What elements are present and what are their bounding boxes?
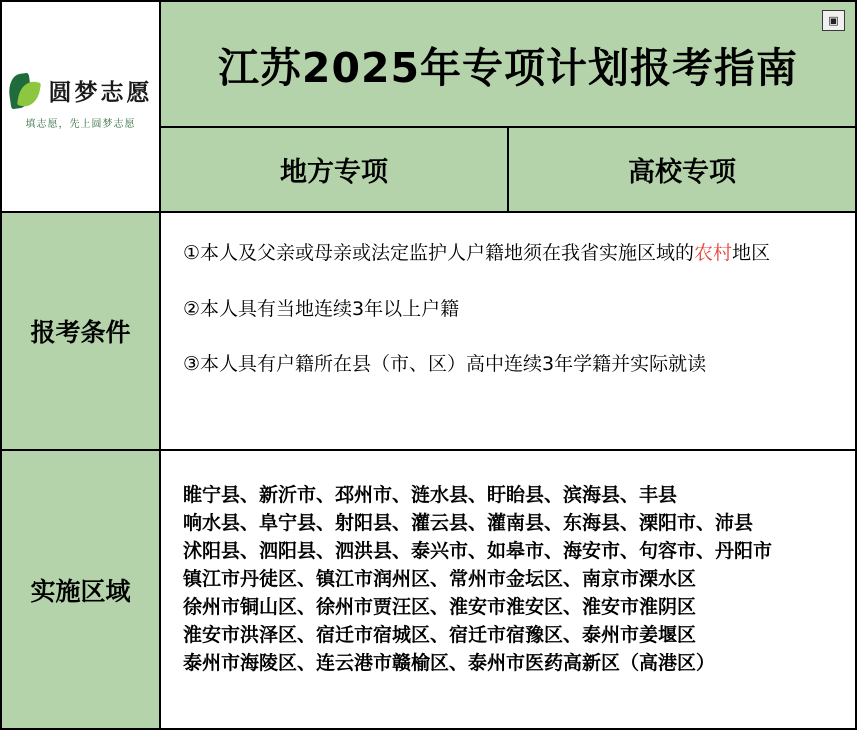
area-line: 镇江市丹徒区、镇江市润州区、常州市金坛区、南京市溧水区 — [183, 568, 697, 590]
area-line: 睢宁县、新沂市、邳州市、涟水县、盱眙县、滨海县、丰县 — [183, 484, 678, 506]
row-label-conditions: 报考条件 — [2, 213, 161, 449]
condition-text-prefix: ①本人及父亲或母亲或法定监护人户籍地须在我省实施区域的 — [183, 242, 695, 264]
column-header-row — [161, 128, 855, 211]
picture-icon-glyph: ▣ — [828, 14, 839, 27]
condition-item — [183, 350, 833, 379]
column-header-university-special: 高校专项 — [628, 157, 736, 188]
condition-item — [183, 239, 833, 268]
page-title: 江苏2025年专项计划报考指南 — [161, 2, 855, 128]
area-line: 泰州市海陵区、连云港市赣榆区、泰州市医药高新区（高港区） — [183, 652, 716, 674]
row-content-areas — [161, 451, 855, 728]
row-label-areas: 实施区域 — [2, 451, 161, 728]
area-line: 徐州市铜山区、徐州市贾汪区、淮安市淮安区、淮安市淮阴区 — [183, 596, 697, 618]
brand-name: 圆梦志愿 — [48, 80, 153, 106]
condition-text-highlight: 农村 — [694, 242, 733, 264]
table-row-conditions — [2, 213, 855, 451]
brand-logo-cell — [2, 2, 161, 211]
leaf-icon — [9, 72, 43, 110]
area-line: 淮安市洪泽区、宿迁市宿城区、宿迁市宿豫区、泰州市姜堰区 — [183, 624, 697, 646]
brand-logo-row — [9, 72, 153, 110]
condition-item — [183, 295, 833, 324]
table-row-areas — [2, 451, 855, 728]
brand-tagline: 填志愿，先上圆梦志愿 — [25, 118, 136, 130]
title-cell — [161, 2, 855, 211]
area-line: 响水县、阜宁县、射阳县、灌云县、灌南县、东海县、溧阳市、沛县 — [183, 512, 754, 534]
brand-logo — [9, 72, 153, 130]
column-header-local-special: 地方专项 — [161, 128, 509, 211]
header-band — [2, 2, 855, 213]
row-content-conditions — [161, 213, 855, 449]
condition-text-prefix: ③本人具有户籍所在县（市、区）高中连续3年学籍并实际就读 — [183, 353, 707, 375]
picture-icon[interactable] — [822, 10, 845, 31]
condition-text-prefix: ②本人具有当地连续3年以上户籍 — [183, 297, 460, 320]
condition-text-suffix: 地区 — [732, 242, 771, 264]
area-line: 沭阳县、泗阳县、泗洪县、泰兴市、如皋市、海安市、句容市、丹阳市 — [183, 540, 773, 562]
